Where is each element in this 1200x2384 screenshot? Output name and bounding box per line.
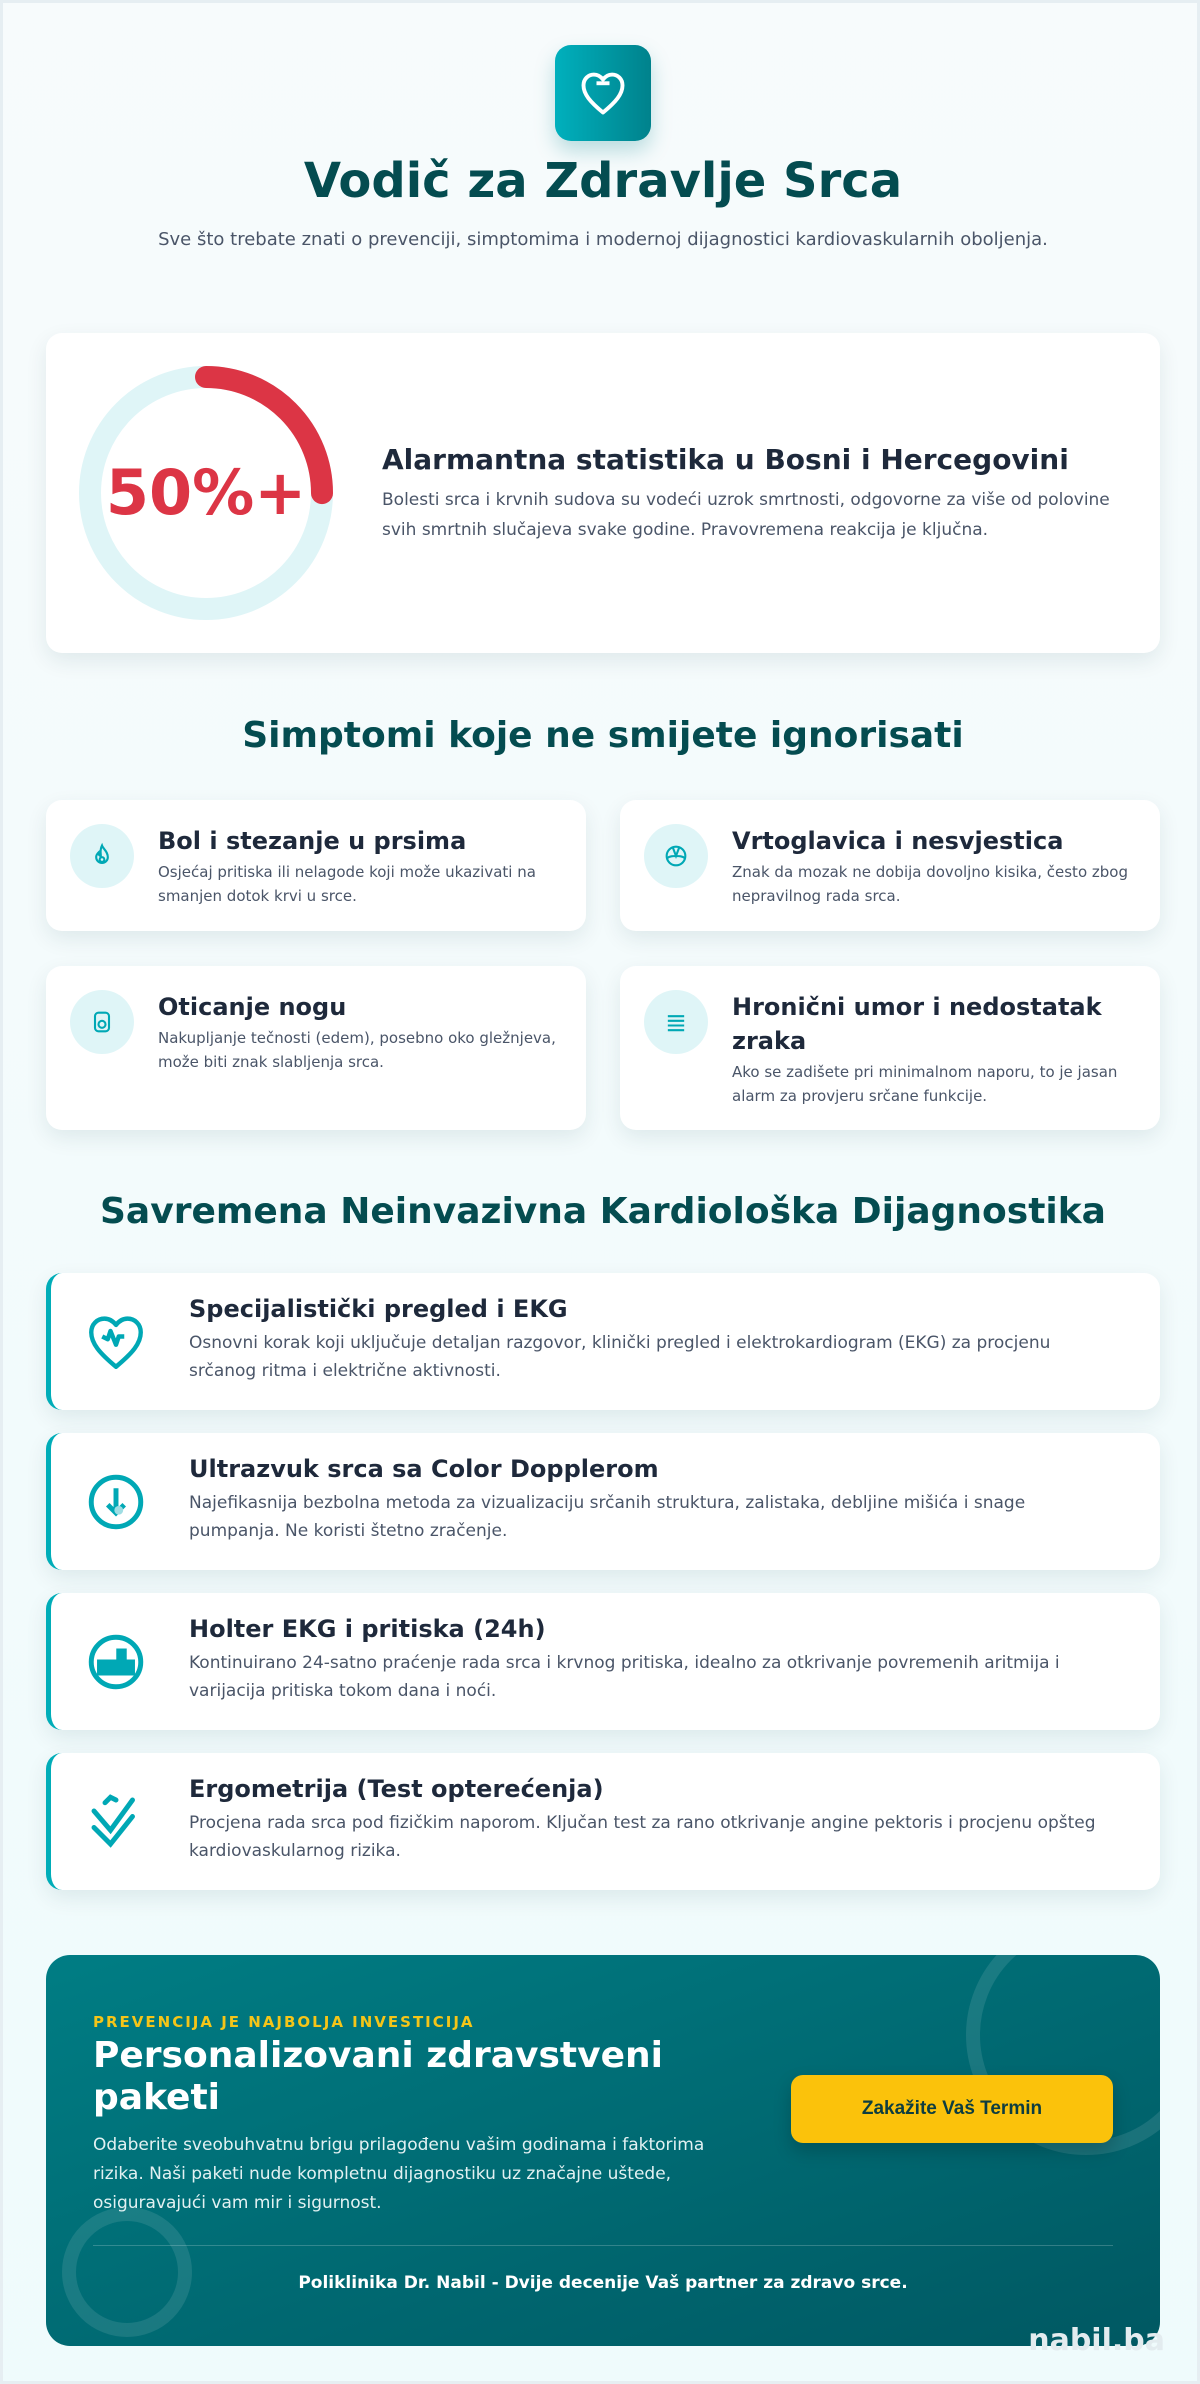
heart-icon [577,67,629,119]
cta-title: Personalizovani zdravstveni paketi [93,2035,663,2118]
diagnostic-text: Osnovni korak koji uključuje detaljan razgovor, klinički pregled i elektrokardiogram (EKG) za procjenu srčanog ritma i električne aktivnosti. [189,1333,1051,1381]
diagnostic-card [46,1433,1160,1570]
ultrasound-icon [81,1467,151,1537]
symptom-card [620,966,1160,1130]
lungs-icon [644,990,708,1054]
diagnostic-text: Procjena rada srca pod fizičkim naporom. Ključan test za rano otkrivanje angine pektoris i procjenu opšteg kardiovaskularnog rizika. [189,1813,1096,1861]
cta-text: Odaberite sveobuhvatnu brigu prilagođenu vašim godinama i faktorima rizika. Naši paketi nude kompletnu dijagnostiku uz značajne uštede, osiguravajući vam mir i sigurnost. [93,2135,705,2213]
symptom-title: Hronični umor i nedostatak zraka [732,993,1102,1055]
symptom-text: Nakupljanje tečnosti (edem), posebno oko gležnjeva, može biti znak slabljenja srca. [158,1029,556,1071]
divider [93,2245,1113,2246]
diagnostic-card [46,1753,1160,1890]
statistic-text: Bolesti srca i krvnih sudova su vodeći uzrok smrtnosti, odgovorne za više od polovine svih smrtnih slučajeva svake godine. Pravovremena reakcija je ključna. [382,490,1110,540]
symptoms-heading: Simptomi koje ne smijete ignorisati [242,715,964,756]
book-appointment-button[interactable]: Zakažite Vaš Termin [791,2075,1113,2143]
statistic-value: 50%+ [105,456,307,529]
page-title: Vodič za Zdravlje Srca [303,153,903,209]
swelling-icon [70,990,134,1054]
cta-eyebrow: PREVENCIJA JE NAJBOLJA INVESTICIJA [93,2013,475,2031]
symptom-title: Vrtoglavica i nesvjestica [732,827,1064,855]
diagnostic-card [46,1593,1160,1730]
diagnostic-card [46,1273,1160,1410]
dizzy-icon [644,824,708,888]
decorative-circle [62,2207,192,2337]
diagnostic-title: Specijalistički pregled i EKG [189,1295,568,1323]
heart-pulse-icon [81,1307,151,1377]
watermark: nabil.ba [1028,2323,1165,2358]
symptom-card [46,966,586,1130]
symptom-text: Osjećaj pritiska ili nelagode koji može ukazivati na smanjen dotok krvi u srce. [158,863,536,905]
symptom-title: Oticanje nogu [158,993,347,1021]
symptom-title: Bol i stezanje u prsima [158,827,467,855]
cta-banner [46,1955,1160,2346]
diagnostic-text: Kontinuirano 24-satno praćenje rada srca i krvnog pritiska, idealno za otkrivanje povremenih aritmija i varijacija pritiska tokom dana i noći. [189,1653,1060,1701]
cta-footer: Poliklinika Dr. Nabil - Dvije decenije Vaš partner za zdravo srce. [298,2273,908,2293]
diagnostic-text: Najefikasnija bezbolna metoda za vizualizaciju srčanih struktura, zalistaka, debljine mišića i snage pumpanja. Ne koristi štetno zračenje. [189,1493,1026,1541]
symptom-text: Ako se zadišete pri minimalnom naporu, to je jasan alarm za provjeru srčane funkcije. [732,1063,1118,1105]
diagnostics-heading: Savremena Neinvazivna Kardiološka Dijagnostika [100,1191,1106,1232]
heart-logo [555,45,651,141]
symptom-card [620,800,1160,931]
flame-icon [70,824,134,888]
diagnostic-title: Holter EKG i pritiska (24h) [189,1615,546,1643]
page-subtitle: Sve što trebate znati o prevenciji, simptomima i modernoj dijagnostici kardiovaskularnih oboljenja. [158,229,1048,250]
statistic-title: Alarmantna statistika u Bosni i Hercegovini [382,443,1069,476]
stress-test-icon [81,1787,151,1857]
diagnostic-title: Ultrazvuk srca sa Color Dopplerom [189,1455,659,1483]
symptom-card [46,800,586,931]
diagnostic-title: Ergometrija (Test opterećenja) [189,1775,604,1803]
symptom-text: Znak da mozak ne dobija dovoljno kisika, često zbog nepravilnog rada srca. [732,863,1128,905]
statistic-card [46,333,1160,653]
holter-24h-icon [81,1627,151,1697]
